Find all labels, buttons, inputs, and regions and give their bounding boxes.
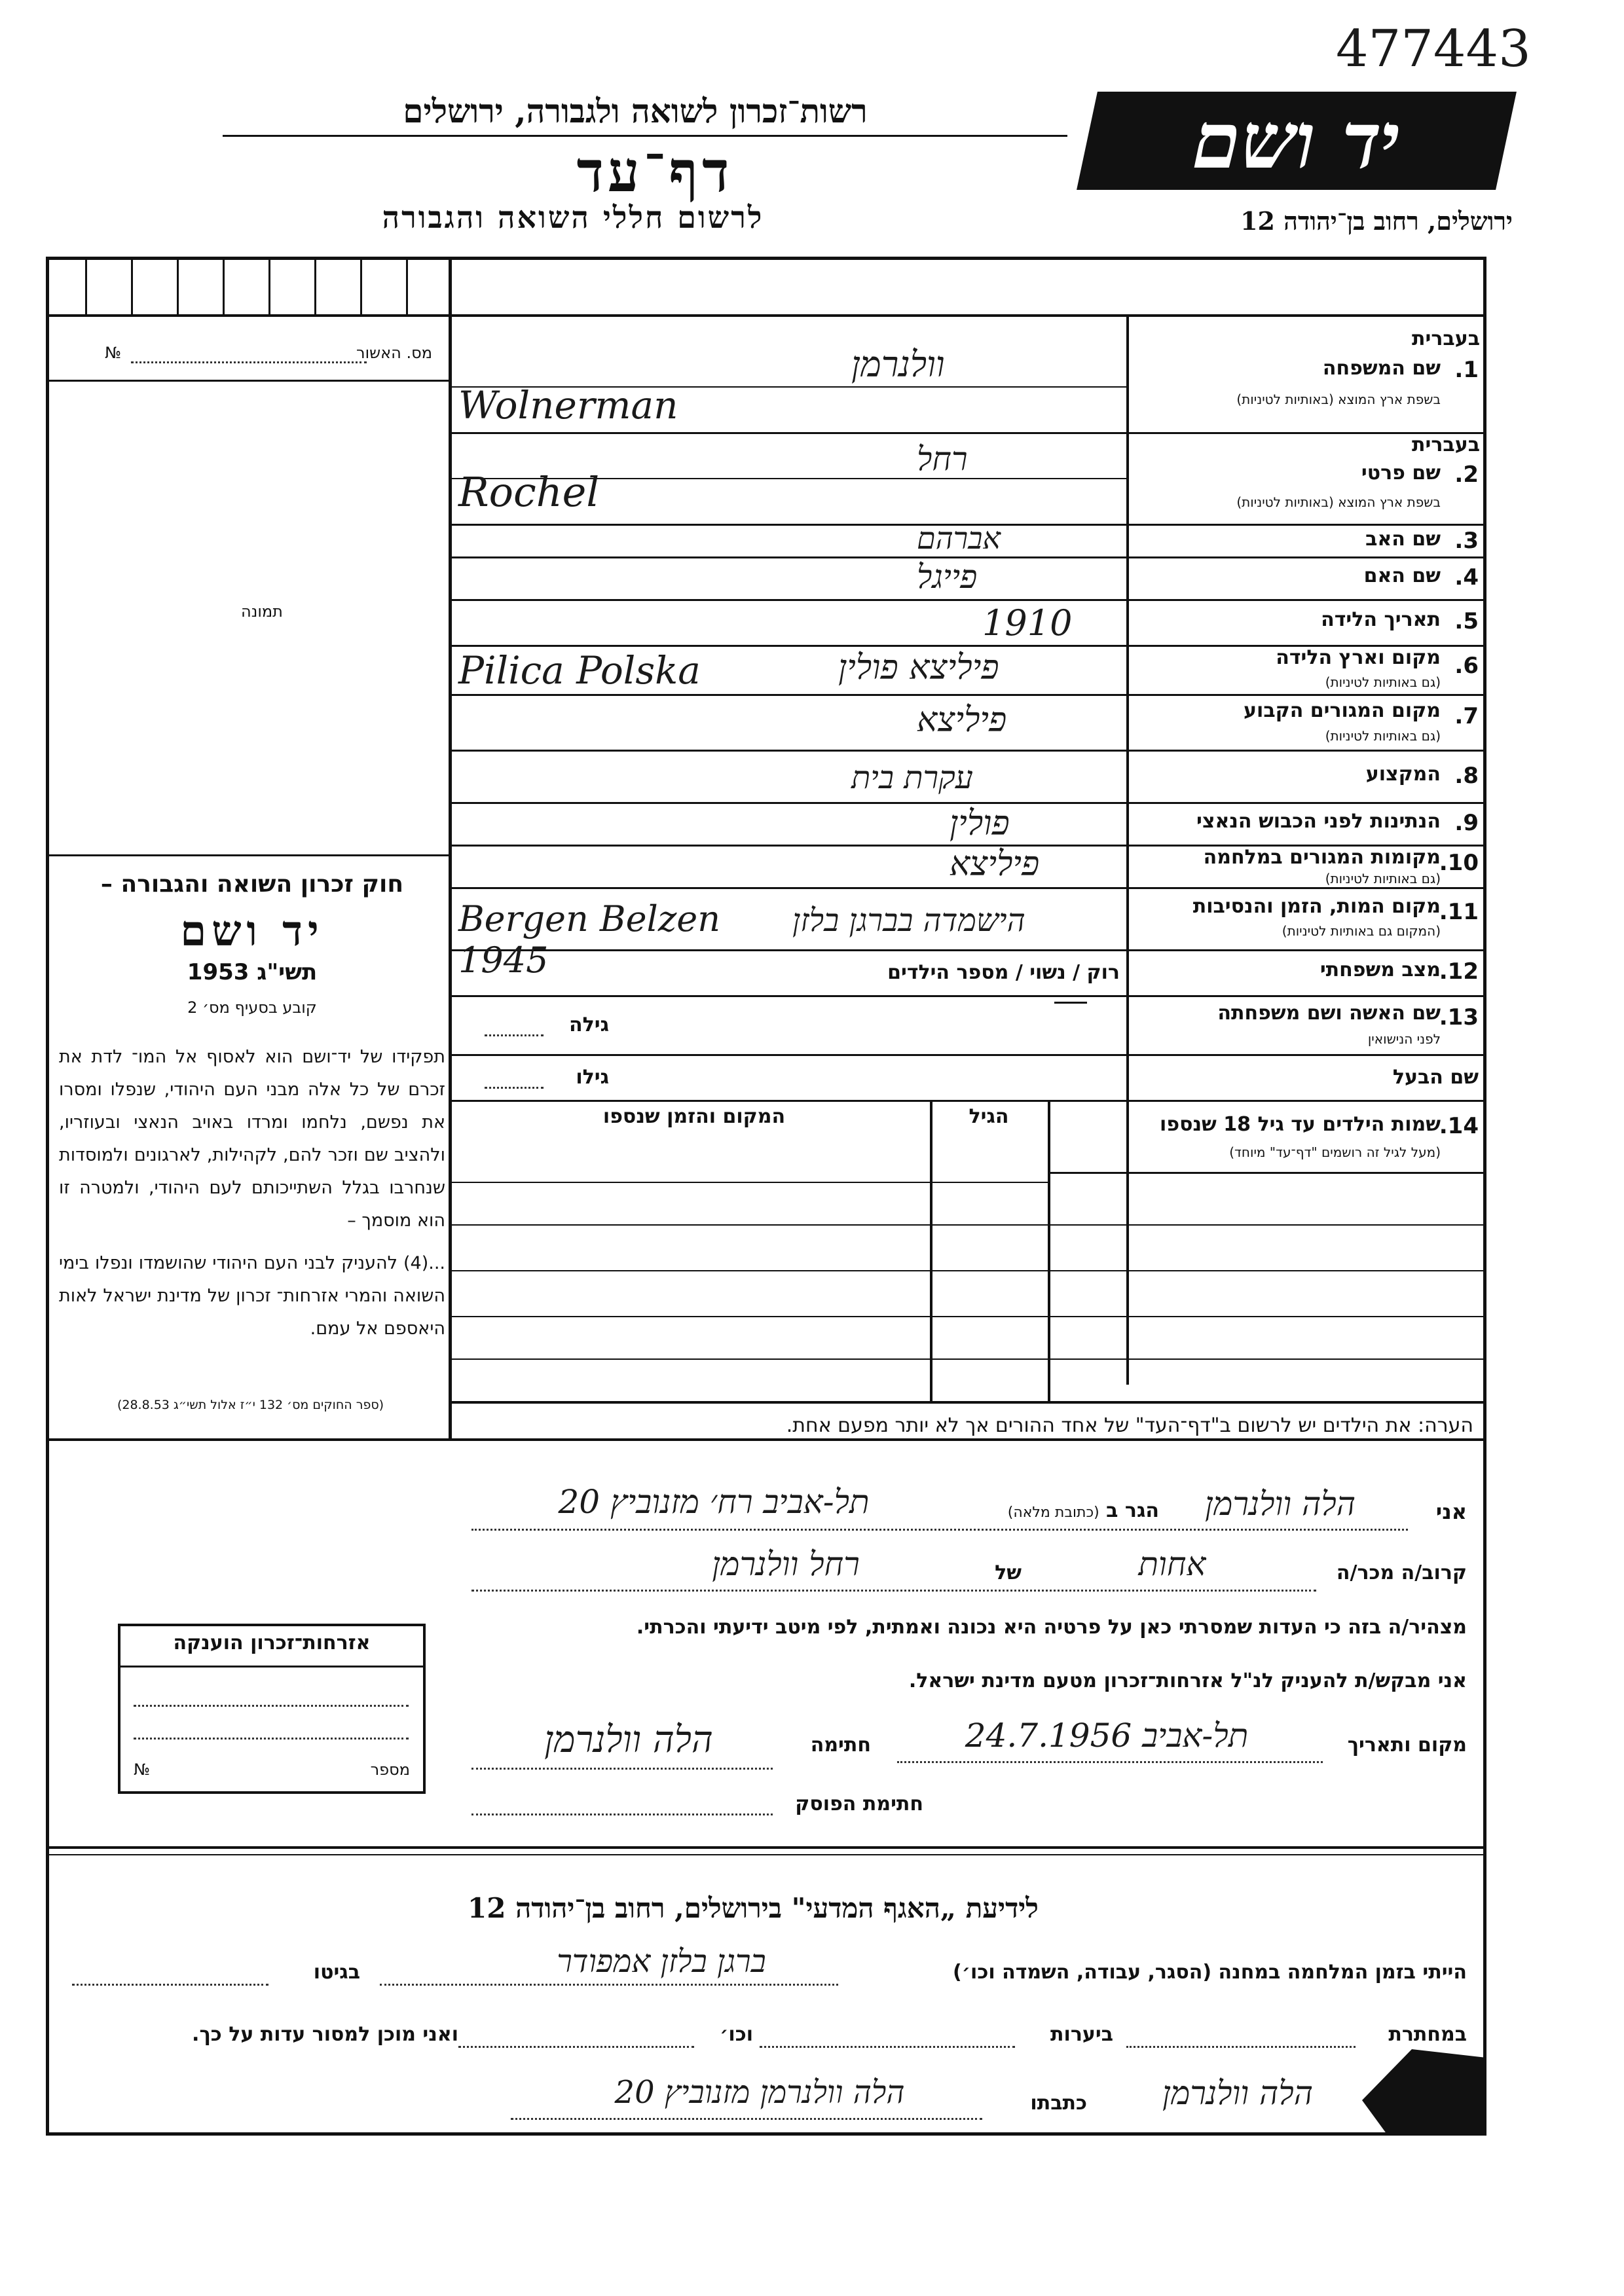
photo-label: תמונה bbox=[241, 602, 283, 621]
field-residence bbox=[1129, 694, 1486, 750]
lower-address-label: כתבתו bbox=[1030, 2092, 1087, 2115]
field-11-label: מקום המות, הזמן והנסיבות bbox=[1192, 895, 1441, 918]
law-source: (ספר החוקים מס׳ 132 י״ז אלול תשי״ג 28.8.53) bbox=[117, 1398, 384, 1412]
field-husband-name bbox=[1129, 1054, 1486, 1100]
approval-no-sign: № bbox=[105, 344, 121, 362]
signature-value: הלה וולנרמן bbox=[544, 1719, 713, 1761]
camp-label: הייתי בזמן המלחמה במחנה (הסגר, עבודה, השמדה וכו׳) bbox=[953, 1961, 1467, 1984]
law-text-2: ...(4) להעניק לבני העם היהודי שהושמדו ונפלו בימי השואה והמרי אזרחות־ זכרון של מדינת ישראל לאות היאספם אל עמם. bbox=[59, 1253, 445, 1339]
law-year: תשי"ג 1953 bbox=[187, 959, 318, 985]
field-9-label: הנתינות לפני הכבוש הנאצי bbox=[1196, 810, 1441, 833]
war-residence-value: פיליצא bbox=[950, 845, 1040, 884]
in-hebrew-label-1: בעברית bbox=[1412, 327, 1480, 350]
family-name-latin: Wolnerman bbox=[458, 383, 678, 428]
field-father-name bbox=[1129, 524, 1486, 556]
field-11-sub: (המקום גם באותיות לטיניות) bbox=[1282, 923, 1441, 939]
field-13-sub: לפני הנישואין bbox=[1367, 1031, 1441, 1047]
field-9-number: 9. bbox=[1454, 810, 1479, 836]
field-7-label: מקום המגורים הקבוע bbox=[1244, 699, 1441, 722]
first-name-latin: Rochel bbox=[458, 468, 600, 516]
field-birth-date bbox=[1129, 599, 1486, 645]
field-8-label: המקצוע bbox=[1365, 763, 1441, 786]
field-11-number: 11. bbox=[1439, 899, 1479, 925]
field-family-name bbox=[1129, 314, 1486, 432]
field-7-number: 7. bbox=[1454, 703, 1479, 729]
citizenship-request: אני מבקש/ת להעניק לנ"ל אזרחות־זכרון מטעם מדינת ישראל. bbox=[908, 1669, 1467, 1692]
note-text: הערה: את הילדים יש לרשום ב"דף־העד" של אחד ההורים אך לא יותר מפעם אחת. bbox=[786, 1414, 1473, 1437]
place-date-value: תל-אביב 24.7.1956 bbox=[965, 1717, 1249, 1755]
birth-place-latin: Pilica Polska bbox=[458, 648, 701, 693]
residence-value: פיליצא bbox=[917, 701, 1007, 740]
father-name-value: אברהם bbox=[917, 520, 1001, 556]
form-purpose: לרשום חללי השואה והגבורה bbox=[382, 200, 764, 235]
field-1-sub: בשפת ארץ המוצא (באותיות לטיניות) bbox=[1236, 392, 1441, 407]
children-col-age: הגיל bbox=[969, 1105, 1009, 1128]
husband-label: שם הבעל bbox=[1392, 1066, 1479, 1089]
field-first-name bbox=[1129, 432, 1486, 524]
field-5-label: תאריך הלידה bbox=[1321, 608, 1441, 631]
law-clause: קובע בסעיף מס׳ 2 bbox=[187, 998, 317, 1017]
of-label: של bbox=[995, 1561, 1022, 1584]
signer-label: חתימת הפוסק bbox=[795, 1793, 923, 1815]
birth-date-value: 1910 bbox=[982, 602, 1073, 644]
citizenship-box bbox=[118, 1624, 426, 1794]
field-14-sub: (מעל לגיל זה רושמים "דף־עד" מיוחד) bbox=[1229, 1144, 1441, 1160]
field-3-number: 3. bbox=[1454, 528, 1479, 554]
of-value: רחל וולנרמן bbox=[712, 1545, 860, 1583]
camp-value: ברגן בלזן אמפודר bbox=[557, 1943, 766, 1980]
field-3-label: שם האב bbox=[1365, 528, 1441, 551]
field-14-label: שמות הילדים עד גיל 18 שנספו bbox=[1160, 1113, 1441, 1136]
law-heading: חוק זכרון השואה והגבורה – bbox=[100, 871, 404, 898]
field-mother-name bbox=[1129, 556, 1486, 599]
field-wife-name bbox=[1129, 995, 1486, 1054]
death-place-hebrew: הישמדה בברגן בלזן bbox=[792, 902, 1025, 939]
declarant-label: אני bbox=[1435, 1499, 1467, 1524]
field-2-label: שם פרטי bbox=[1361, 462, 1441, 484]
field-10-number: 10. bbox=[1439, 850, 1479, 876]
field-1-label: שם המשפחה bbox=[1322, 357, 1441, 380]
in-hebrew-label-2: בעברית bbox=[1412, 433, 1480, 456]
lower-sign-value: הלה וולנרמן bbox=[1162, 2074, 1314, 2112]
wife-age-label: גילה bbox=[569, 1013, 609, 1036]
field-7-sub: (גם באותיות לטיניות) bbox=[1325, 728, 1441, 744]
etc-label: וכו׳ bbox=[720, 2023, 753, 2046]
field-occupation bbox=[1129, 750, 1486, 802]
ghetto-label: בגיטו bbox=[313, 1961, 360, 1984]
partisans-label: במחתרת bbox=[1388, 2023, 1467, 2046]
birth-place-hebrew: פיליצא פולין bbox=[838, 648, 999, 687]
field-2-sub: בשפת ארץ המוצא (באותיות לטיניות) bbox=[1236, 494, 1441, 510]
yad-vashem-logo bbox=[1077, 92, 1517, 190]
relation-value: אחות bbox=[1138, 1545, 1206, 1583]
field-14-number: 14. bbox=[1439, 1113, 1479, 1139]
logo-text: יד ושם bbox=[1183, 95, 1410, 186]
citizenship-value: פולין bbox=[950, 804, 1010, 843]
citizenship-box-no-sign: № bbox=[134, 1760, 150, 1779]
field-6-label: מקום וארץ הלידה bbox=[1276, 646, 1441, 669]
field-marital-status bbox=[1129, 949, 1486, 995]
field-10-label: מקומות המגורים במלחמה bbox=[1203, 846, 1441, 869]
field-6-number: 6. bbox=[1454, 653, 1479, 679]
field-5-number: 5. bbox=[1454, 608, 1479, 634]
field-4-label: שם האם bbox=[1363, 564, 1441, 587]
office-address: ירושלים, רחוב בן־יהודה 12 bbox=[1240, 206, 1513, 236]
lower-address-value: הלה וולנרמן מזנוביץ 20 bbox=[614, 2074, 905, 2111]
first-name-hebrew: רחל bbox=[917, 440, 968, 478]
field-13-number: 13. bbox=[1439, 1004, 1479, 1030]
resides-label bbox=[950, 1499, 1159, 1522]
field-citizenship bbox=[1129, 802, 1486, 845]
husband-age-label: גילו bbox=[576, 1066, 609, 1089]
citizenship-box-title: אזרחות־זכרון הוענקה bbox=[173, 1631, 371, 1654]
law-text-1: תפקידו של יד־ושם הוא לאסוף אל המו־ לדת את זכרם של כל אלה מבני העם היהודי, שנפלו ומסרו את נפשם, נלחמו ומרדו באויב הנאצי ובעוזריו, ולהציב שם וזכר להם, לקהילות, לארגונים ולמוסדות שנחרבו בגלל השתייכותם לעם היהודי, ולמטרה זו הוא מוסמך – bbox=[59, 1047, 445, 1231]
form-title: דף־עד bbox=[576, 139, 733, 205]
field-4-number: 4. bbox=[1454, 564, 1479, 591]
place-date-label: מקום ותאריך bbox=[1347, 1734, 1467, 1757]
approval-label: מס. האשור bbox=[356, 344, 432, 362]
forests-label: ביערות bbox=[1050, 2023, 1113, 2046]
field-birth-place bbox=[1129, 645, 1486, 694]
death-place-latin: Bergen Belzen 1945 bbox=[458, 898, 721, 981]
field-2-number: 2. bbox=[1454, 462, 1479, 488]
field-10-sub: (גם באותיות לטיניות) bbox=[1325, 871, 1441, 886]
occupation-value: עקרת בית bbox=[851, 759, 973, 796]
address-hint: (כתובת מלאה) bbox=[1007, 1504, 1099, 1521]
declaration-statement: מצהיר/ה בזה כי העדות שמסרתי כאן על פרטיה היא נכונה ואמתית, לפי מיטב ידיעתי והכרתי. bbox=[636, 1616, 1467, 1639]
children-col-place: המקום והזמן שנספו bbox=[602, 1105, 786, 1128]
field-war-residence bbox=[1129, 845, 1486, 887]
family-name-hebrew: וולנרמן bbox=[851, 344, 945, 385]
field-death-place bbox=[1129, 887, 1486, 949]
field-12-label: מצב משפחתי bbox=[1320, 958, 1441, 981]
field-6-sub: (גם באותיות לטיניות) bbox=[1325, 674, 1441, 690]
authority-title: רשות־זכרון לשואה ולגבורה, ירושלים bbox=[403, 92, 868, 130]
law-name: יד ושם bbox=[180, 907, 324, 956]
field-8-number: 8. bbox=[1454, 763, 1479, 789]
field-13-label: שם האשה ושם משפחתה bbox=[1217, 1002, 1441, 1025]
field-12-number: 12. bbox=[1439, 958, 1479, 985]
field-1-number: 1. bbox=[1454, 357, 1479, 383]
marital-status-options: רוק / נשוי / מספר הילדים bbox=[887, 961, 1120, 984]
lower-heading: לידיעת „האגף המדעי" בירושלים, רחוב בן־יהודה 12 bbox=[468, 1892, 1039, 1924]
declarant-address: תל-אביב רח׳ מזנוביץ 20 bbox=[558, 1483, 870, 1521]
relative-label: קרוב/ה מכר/ה bbox=[1336, 1561, 1467, 1584]
field-children bbox=[1054, 1100, 1486, 1172]
signature-label: חתימה bbox=[810, 1734, 871, 1757]
citizenship-box-number: מספר bbox=[370, 1760, 410, 1779]
archive-number: 477443 bbox=[1336, 20, 1531, 79]
declarant-name: הלה וולנרמן bbox=[1204, 1485, 1356, 1523]
mother-name-value: פייגל bbox=[917, 558, 978, 596]
resides-text: הגר ב bbox=[1106, 1499, 1159, 1522]
ready-text: ואני מוכן למסור עדות על כך. bbox=[192, 2023, 458, 2046]
